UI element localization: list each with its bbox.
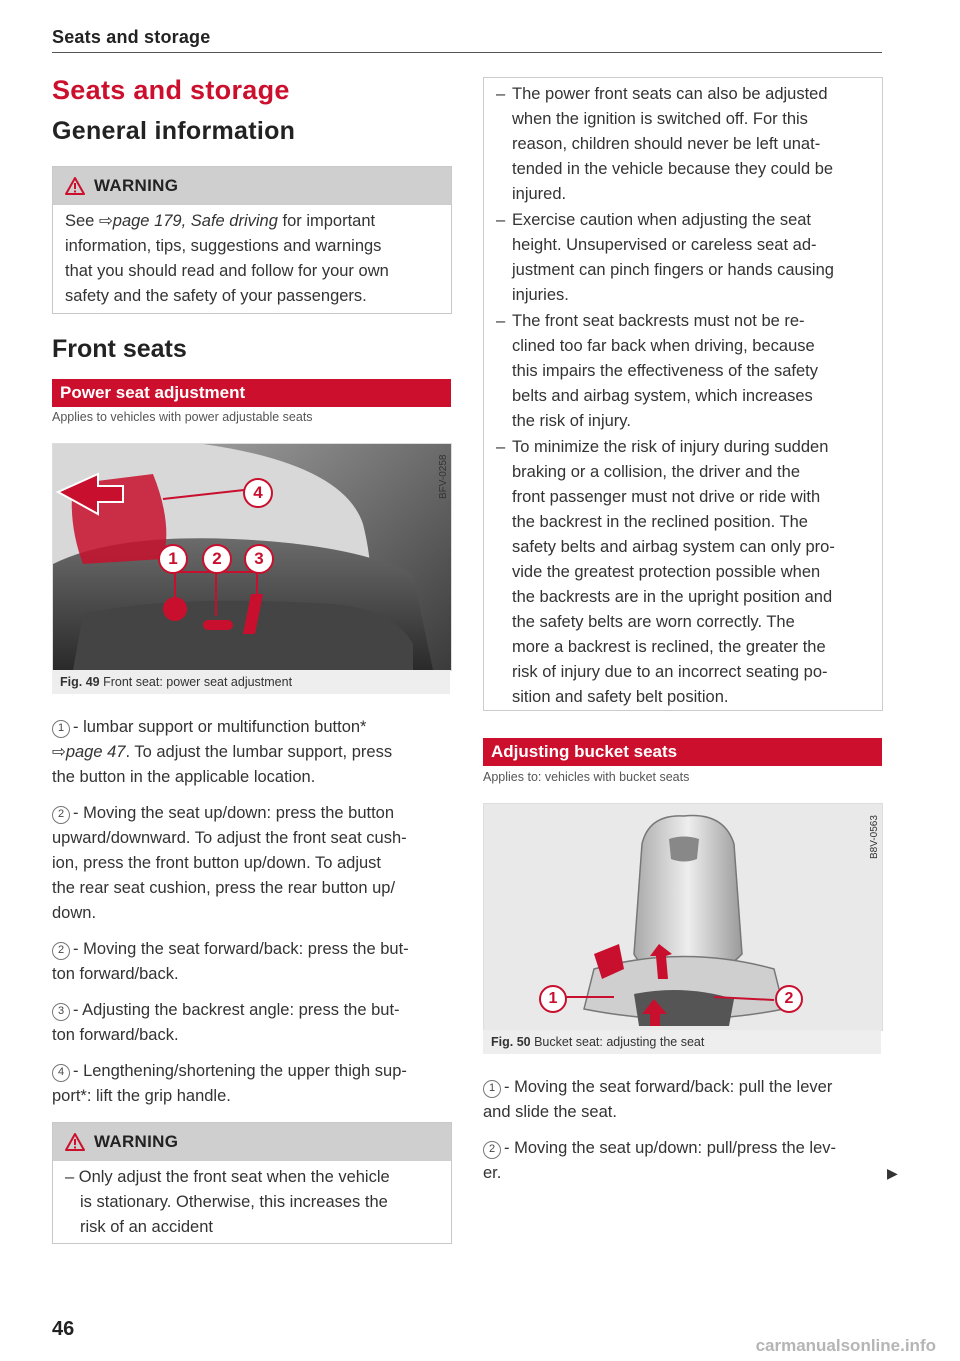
section-title: Seats and storage	[52, 75, 290, 105]
see-text: See	[65, 212, 95, 230]
bullet-line: the backrest in the reclined position. The	[512, 513, 808, 531]
warning-text: that you should read and follow for your own	[65, 262, 389, 280]
figure-number: Fig. 50	[491, 1035, 531, 1049]
header-rule	[52, 52, 882, 53]
warning-box-power-seat	[52, 1122, 452, 1244]
item-number-badge: 1	[483, 1080, 501, 1098]
arrow-icon: ⇨	[52, 743, 66, 761]
item-number-badge: 2	[52, 806, 70, 824]
figure-caption-text: Bucket seat: adjusting the seat	[534, 1035, 705, 1049]
warning-body	[53, 1161, 451, 1240]
warning-triangle-icon	[65, 177, 85, 195]
item-number-badge: 2	[52, 942, 70, 960]
item-text: upward/downward. To adjust the front seat cush-	[52, 829, 407, 847]
arrow-icon: ⇨	[98, 212, 113, 230]
bullet-line: height. Unsupervised or careless seat ad-	[512, 236, 817, 254]
list-item	[52, 715, 452, 790]
warning-bullets	[484, 78, 882, 710]
item-text: - Moving the seat up/down: press the button	[73, 804, 395, 822]
figure-code: BFV-0258	[438, 454, 449, 499]
bullet-line: belts and airbag system, which increases	[512, 387, 813, 405]
callout-1: 1	[158, 544, 188, 574]
bullet-item	[496, 82, 870, 207]
warning-header	[53, 167, 451, 205]
item-number-badge: 3	[52, 1003, 70, 1021]
item-text: and slide the seat.	[483, 1103, 617, 1121]
item-text: - Moving the seat forward/back: pull the lever	[504, 1078, 833, 1096]
applies-note: Applies to vehicles with power adjustable seats	[52, 410, 313, 424]
list-item	[52, 801, 452, 926]
subsection-title: General information	[52, 117, 296, 145]
figure-49-caption	[52, 670, 450, 694]
warning-continuation-box	[483, 77, 883, 711]
warning-triangle-icon	[65, 1133, 85, 1151]
figure-code: B8V-0563	[869, 815, 880, 859]
warning-text: – Only adjust the front seat when the vehicle	[65, 1168, 390, 1186]
bullet-line: tended in the vehicle because they could be	[512, 160, 834, 178]
figure-number: Fig. 49	[60, 675, 100, 689]
warning-text: is stationary. Otherwise, this increases the	[80, 1193, 388, 1211]
power-seat-bar: Power seat adjustment	[52, 379, 451, 407]
bullet-item	[496, 435, 870, 710]
bullet-line: – The power front seats can also be adjusted	[512, 85, 828, 103]
item-text: - Moving the seat up/down: pull/press the lev-	[504, 1139, 837, 1157]
item-text: port*: lift the grip handle.	[52, 1087, 231, 1105]
bullet-line: braking or a collision, the driver and the	[512, 463, 800, 481]
continue-arrow-icon: ▶	[887, 1165, 898, 1181]
item-text: - Moving the seat forward/back: press the but-	[73, 940, 409, 958]
bullet-line: the risk of injury.	[512, 412, 631, 430]
callout-4: 4	[243, 478, 273, 508]
running-header: Seats and storage	[52, 27, 211, 47]
callout-3: 3	[244, 544, 274, 574]
bullet-line: front passenger must not drive or ride with	[512, 488, 821, 506]
item-text: - lumbar support or multifunction button*	[73, 718, 367, 736]
bullet-line: – The front seat backrests must not be re-	[512, 312, 805, 330]
bullet-line: – Exercise caution when adjusting the seat	[512, 211, 812, 229]
bullet-line: when the ignition is switched off. For this	[512, 110, 808, 128]
item-text: ton forward/back.	[52, 1026, 179, 1044]
bullet-line: vide the greatest protection possible when	[512, 563, 821, 581]
bullet-line: safety belts and airbag system can only pro-	[512, 538, 835, 556]
bullet-line: the backrests are in the upright position and	[512, 588, 833, 606]
warning-box-general	[52, 166, 452, 314]
bullet-item	[496, 309, 870, 434]
item-text: down.	[52, 904, 97, 922]
bullet-line: risk of injury due to an incorrect seating po-	[512, 663, 828, 681]
list-item	[52, 998, 452, 1048]
figure-50-caption	[483, 1030, 881, 1054]
figure-caption-text: Front seat: power seat adjustment	[103, 675, 293, 689]
watermark: carmanualsonline.info	[755, 1336, 936, 1355]
bullet-line: more a backrest is reclined, the greater the	[512, 638, 826, 656]
applies-note: Applies to: vehicles with bucket seats	[483, 770, 690, 784]
item-number-badge: 4	[52, 1064, 70, 1082]
warning-body	[53, 205, 451, 309]
item-text: ion, press the front button up/down. To adjust	[52, 854, 381, 872]
bullet-line: justment can pinch fingers or hands causing	[512, 261, 834, 279]
item-text: - Lengthening/shortening the upper thigh sup-	[73, 1062, 407, 1080]
bullet-line: the safety belts are worn correctly. The	[512, 613, 795, 631]
bullet-line: clined too far back when driving, because	[512, 337, 815, 355]
warning-text: risk of an accident	[80, 1218, 213, 1236]
callout-2: 2	[775, 985, 803, 1013]
bullet-item	[496, 208, 870, 308]
item-number-badge: 2	[483, 1141, 501, 1159]
bullet-line: this impairs the effectiveness of the safety	[512, 362, 819, 380]
list-item	[483, 1136, 883, 1186]
item-number-badge: 1	[52, 720, 70, 738]
list-item	[52, 937, 452, 987]
callout-1: 1	[539, 985, 567, 1013]
figure-49	[52, 443, 452, 671]
bullet-line: sition and safety belt position.	[512, 688, 729, 706]
warning-label: WARNING	[94, 1132, 179, 1151]
page-number: 46	[52, 1318, 75, 1340]
bullet-line: injured.	[512, 185, 567, 203]
bullet-line: injuries.	[512, 286, 569, 304]
item-text: ton forward/back.	[52, 965, 179, 983]
bullet-line: – To minimize the risk of injury during sudden	[512, 438, 829, 456]
list-item	[483, 1075, 883, 1125]
warning-text: for important	[282, 212, 376, 230]
item-text: the button in the applicable location.	[52, 768, 316, 786]
item-text: . To adjust the lumbar support, press	[125, 743, 393, 761]
callout-2: 2	[202, 544, 232, 574]
page-reference-link[interactable]: page 47	[65, 743, 126, 761]
warning-label: WARNING	[94, 176, 179, 195]
list-item	[52, 1059, 452, 1109]
bucket-seats-bar: Adjusting bucket seats	[483, 738, 882, 766]
bullet-line: reason, children should never be left unat-	[512, 135, 821, 153]
page-reference-link[interactable]: page 179, Safe driving	[112, 212, 278, 230]
warning-text: safety and the safety of your passengers.	[65, 287, 367, 305]
warning-header	[53, 1123, 451, 1161]
figure-50	[483, 803, 883, 1031]
item-text: - Adjusting the backrest angle: press the but-	[73, 1001, 400, 1019]
item-text: the rear seat cushion, press the rear button up/	[52, 879, 396, 897]
front-seats-heading: Front seats	[52, 335, 187, 363]
item-text: er.	[483, 1164, 502, 1182]
warning-text: information, tips, suggestions and warnings	[65, 237, 382, 255]
